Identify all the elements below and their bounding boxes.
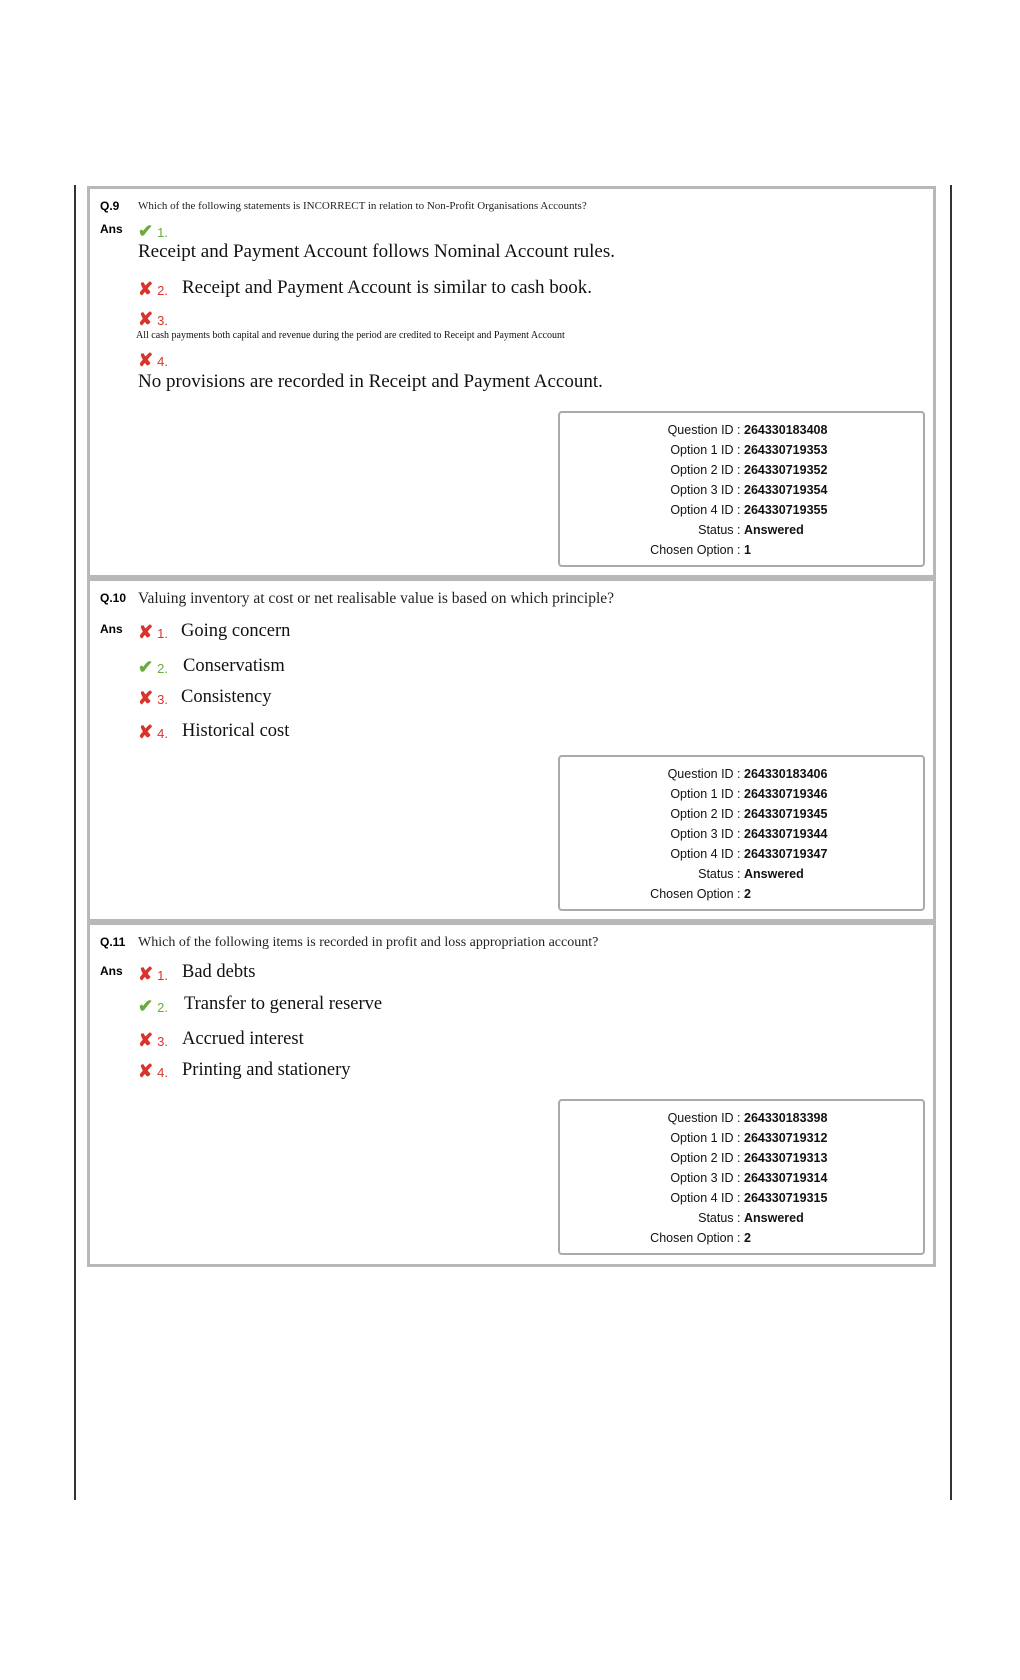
info-question-id: Question ID : 264330183408 <box>667 423 828 437</box>
cross-icon: ✘ <box>138 964 154 984</box>
info-option1-id: Option 1 ID : 264330719312 <box>670 1131 828 1145</box>
question-text: Which of the following statements is INCORRECT in relation to Non-Profit Organisations Accounts? <box>138 200 587 212</box>
cross-icon: ✘ <box>138 622 154 642</box>
page-right-border <box>950 185 952 1500</box>
info-option2-id: Option 2 ID : 264330719345 <box>670 807 828 821</box>
option-1-marker: ✔ 1. <box>138 221 168 241</box>
option-4-marker: ✘ 4. <box>138 350 168 370</box>
check-icon: ✔ <box>138 221 154 241</box>
info-chosen-option: Chosen Option : 1 <box>650 543 751 557</box>
cross-icon: ✘ <box>138 279 154 299</box>
info-chosen-option: Chosen Option : 2 <box>650 887 751 901</box>
info-option4-id: Option 4 ID : 264330719347 <box>670 847 828 861</box>
check-icon: ✔ <box>138 996 154 1016</box>
option-4-text: No provisions are recorded in Receipt and Payment Account. <box>138 371 603 392</box>
info-option2-id: Option 2 ID : 264330719313 <box>670 1151 828 1165</box>
option-1-text: Going concern <box>181 621 291 641</box>
info-option3-id: Option 3 ID : 264330719354 <box>670 483 828 497</box>
question-text: Valuing inventory at cost or net realisable value is based on which principle? <box>138 590 615 607</box>
option-4-marker: ✘ 4. <box>138 722 168 742</box>
option-3-marker: ✘ 3. <box>138 309 168 329</box>
info-question-id: Question ID : 264330183398 <box>667 1111 828 1125</box>
ans-label: Ans <box>100 964 123 978</box>
option-4-text: Printing and stationery <box>182 1060 351 1080</box>
page-left-border <box>74 185 76 1500</box>
question-block-11 <box>87 922 936 1267</box>
question-block-10 <box>87 578 936 922</box>
info-question-id: Question ID : 264330183406 <box>667 767 828 781</box>
option-4-text: Historical cost <box>182 721 290 741</box>
info-option2-id: Option 2 ID : 264330719352 <box>670 463 828 477</box>
question-number: Q.9 <box>100 199 120 213</box>
question-text: Which of the following items is recorded in profit and loss appropriation account? <box>138 935 599 950</box>
option-2-marker: ✘ 2. <box>138 279 168 299</box>
cross-icon: ✘ <box>138 722 154 742</box>
info-option4-id: Option 4 ID : 264330719355 <box>670 503 828 517</box>
check-icon: ✔ <box>138 657 154 677</box>
info-status: Status : Answered <box>698 1211 804 1225</box>
question-info-box <box>558 1099 925 1255</box>
question-info-box <box>558 411 925 567</box>
option-1-marker: ✘ 1. <box>138 964 168 984</box>
option-2-marker: ✔ 2. <box>138 996 168 1016</box>
option-2-text: Transfer to general reserve <box>184 994 383 1014</box>
info-option1-id: Option 1 ID : 264330719353 <box>670 443 828 457</box>
info-status: Status : Answered <box>698 867 804 881</box>
cross-icon: ✘ <box>138 1030 154 1050</box>
option-3-marker: ✘ 3. <box>138 1030 168 1050</box>
option-2-text: Receipt and Payment Account is similar to cash book. <box>182 277 593 298</box>
cross-icon: ✘ <box>138 309 154 329</box>
info-option3-id: Option 3 ID : 264330719314 <box>670 1171 828 1185</box>
option-1-marker: ✘ 1. <box>138 622 168 642</box>
option-4-marker: ✘ 4. <box>138 1061 168 1081</box>
cross-icon: ✘ <box>138 688 154 708</box>
option-3-text: Accrued interest <box>182 1029 304 1049</box>
option-3-text: All cash payments both capital and revenue during the period are credited to Receipt and Payment Account <box>136 330 565 341</box>
cross-icon: ✘ <box>138 1061 154 1081</box>
cross-icon: ✘ <box>138 350 154 370</box>
option-1-text: Receipt and Payment Account follows Nominal Account rules. <box>138 241 616 262</box>
ans-label: Ans <box>100 622 123 636</box>
question-number: Q.10 <box>100 591 127 605</box>
info-option1-id: Option 1 ID : 264330719346 <box>670 787 828 801</box>
info-option3-id: Option 3 ID : 264330719344 <box>670 827 828 841</box>
question-info-box <box>558 755 925 911</box>
ans-label: Ans <box>100 222 123 236</box>
question-block-9 <box>87 186 936 578</box>
option-2-marker: ✔ 2. <box>138 657 168 677</box>
option-3-text: Consistency <box>181 687 272 707</box>
option-1-text: Bad debts <box>182 962 256 982</box>
option-2-text: Conservatism <box>183 656 285 676</box>
option-3-marker: ✘ 3. <box>138 688 168 708</box>
info-chosen-option: Chosen Option : 2 <box>650 1231 751 1245</box>
info-option4-id: Option 4 ID : 264330719315 <box>670 1191 828 1205</box>
info-status: Status : Answered <box>698 523 804 537</box>
question-number: Q.11 <box>100 935 126 949</box>
